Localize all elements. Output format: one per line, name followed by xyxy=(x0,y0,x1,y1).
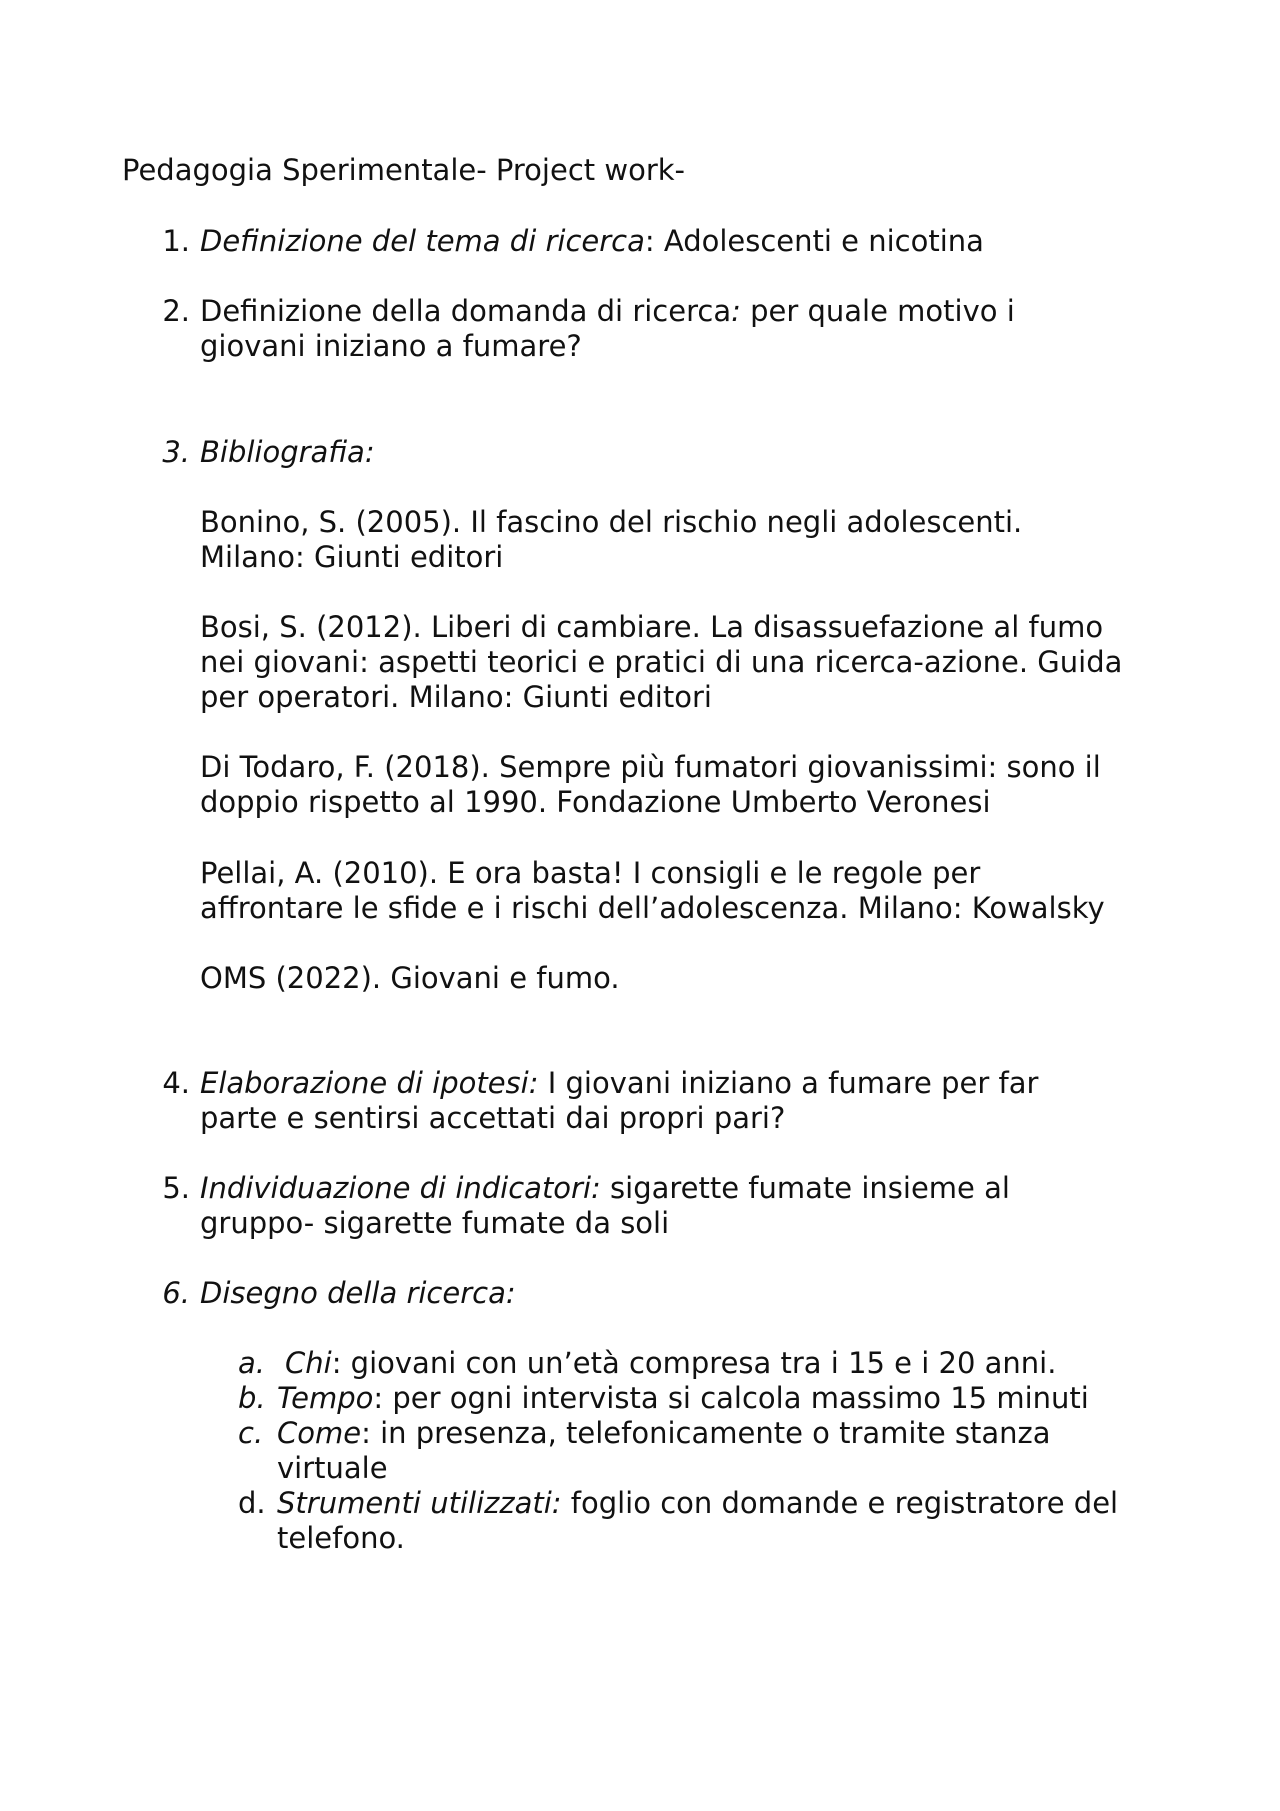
item-label: Elaborazione di ipotesi: xyxy=(200,1066,539,1100)
item-label: Definizione del tema di ricerca xyxy=(200,224,645,258)
page-title: Pedagogia Sperimentale- Project work- xyxy=(122,153,685,187)
sub-list-item-continuation: virtuale xyxy=(277,1451,388,1485)
sub-letter: a. xyxy=(238,1346,265,1380)
list-item xyxy=(200,294,1015,329)
sub-list-item xyxy=(277,1416,1051,1451)
bibliography-entry: per operatori. Milano: Giunti editori xyxy=(200,680,712,714)
item-text: Definizione della domanda di ricerca xyxy=(200,294,732,328)
bibliography-entry: Di Todaro, F. (2018). Sempre più fumatori giovanissimi: sono il xyxy=(200,750,1101,784)
item-text: per quale motivo i xyxy=(740,294,1015,328)
bibliography-entry: doppio rispetto al 1990. Fondazione Umberto Veronesi xyxy=(200,785,991,819)
bibliography-entry: affrontare le sfide e i rischi dell’adolescenza. Milano: Kowalsky xyxy=(200,891,1105,925)
list-number: 1. xyxy=(162,224,190,258)
list-item-continuation: parte e sentirsi accettati dai propri pari? xyxy=(200,1101,786,1135)
sub-list-item xyxy=(277,1381,1089,1416)
list-item-continuation: gruppo- sigarette fumate da soli xyxy=(200,1206,670,1240)
list-number: 6. xyxy=(162,1276,190,1310)
sub-item-label: Come xyxy=(277,1416,362,1450)
sub-letter: d. xyxy=(238,1486,266,1520)
list-item-continuation: giovani iniziano a fumare? xyxy=(200,329,582,363)
bibliography-entry: nei giovani: aspetti teorici e pratici di una ricerca-azione. Guida xyxy=(200,645,1123,679)
item-text: : Adolescenti e nicotina xyxy=(644,224,984,258)
sub-list-item xyxy=(277,1346,1056,1381)
sub-item-label: Chi xyxy=(285,1346,332,1380)
bibliography-entry: Bonino, S. (2005). Il fascino del rischio negli adolescenti. xyxy=(200,505,1023,539)
sub-letter: c. xyxy=(238,1416,264,1450)
item-label: Individuazione di indicatori: xyxy=(200,1171,601,1205)
sub-item-text: foglio con domande e registratore del xyxy=(561,1486,1119,1520)
sub-letter: b. xyxy=(238,1381,266,1415)
item-text: sigarette fumate insieme al xyxy=(600,1171,1010,1205)
item-colon: : xyxy=(731,294,741,328)
sub-item-label: Tempo xyxy=(277,1381,374,1415)
list-number: 5. xyxy=(162,1171,190,1205)
bibliography-entry: Milano: Giunti editori xyxy=(200,540,504,574)
bibliography-entry: Bosi, S. (2012). Liberi di cambiare. La disassuefazione al fumo xyxy=(200,610,1104,644)
section-heading: Disegno della ricerca: xyxy=(200,1276,516,1310)
sub-list-item-continuation: telefono. xyxy=(277,1521,405,1555)
sub-list-item xyxy=(277,1486,1118,1521)
bibliography-entry: Pellai, A. (2010). E ora basta! I consigli e le regole per xyxy=(200,856,981,890)
bibliography-entry: OMS (2022). Giovani e fumo. xyxy=(200,961,620,995)
item-text: I giovani iniziano a fumare per far xyxy=(538,1066,1039,1100)
list-number: 2. xyxy=(162,294,190,328)
sub-item-text: : in presenza, telefonicamente o tramite stanza xyxy=(361,1416,1051,1450)
list-item xyxy=(200,1066,1038,1101)
list-number: 4. xyxy=(162,1066,190,1100)
sub-item-text: : per ogni intervista si calcola massimo 15 minuti xyxy=(373,1381,1089,1415)
sub-item-label: Strumenti utilizzati: xyxy=(277,1486,562,1520)
sub-item-text: : giovani con un’età compresa tra i 15 e i 20 anni. xyxy=(331,1346,1057,1380)
list-number: 3. xyxy=(162,435,190,469)
section-heading: Bibliografia: xyxy=(200,435,375,469)
list-item xyxy=(200,224,984,259)
list-item xyxy=(200,1171,1010,1206)
